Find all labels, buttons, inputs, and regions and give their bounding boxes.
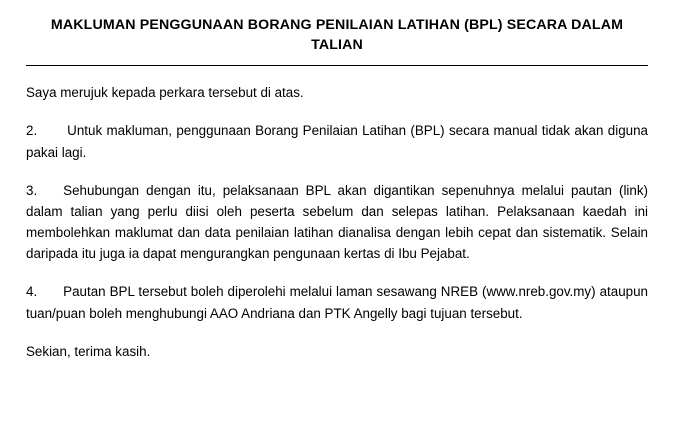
paragraph-text: Sekian, terima kasih.: [26, 343, 151, 359]
paragraph-2: [26, 120, 648, 162]
paragraph-3: [26, 180, 648, 265]
paragraph-number: 2.: [26, 123, 38, 139]
document-body: [26, 82, 648, 362]
paragraph-text: Sehubungan dengan itu, pelaksanaan BPL akan digantikan sepenuhnya melalui pautan (link) dalam talian yang perlu diisi oleh peserta sebelum dan selepas latihan. Pelaksanaan kaedah ini membolehkan maklumat dan data penilaian latihan dianalisa dengan lebih cepat dan sistematik. Selain daripada itu juga ia dapat mengurangkan pengunaan kertas di Ibu Pejabat.: [26, 182, 648, 262]
paragraph-number: 3.: [26, 182, 38, 198]
page-title: MAKLUMAN PENGGUNAAN BORANG PENILAIAN LATIHAN (BPL) SECARA DALAM TALIAN: [50, 17, 624, 53]
paragraph-4: [26, 281, 648, 323]
paragraph-closing: [26, 341, 648, 362]
paragraph-text: Untuk makluman, penggunaan Borang Penilaian Latihan (BPL) secara manual tidak akan diguna pakai lagi.: [26, 123, 648, 160]
paragraph-text: Saya merujuk kepada perkara tersebut di atas.: [26, 85, 304, 101]
paragraph-text: Pautan BPL tersebut boleh diperolehi melalui laman sesawang NREB (www.nreb.gov.my) ataupun tuan/puan boleh menghubungi AAO Andriana dan PTK Angelly bagi tujuan tersebut.: [26, 284, 648, 321]
title-divider: [26, 65, 648, 66]
paragraph-intro: [26, 82, 648, 103]
paragraph-number: 4.: [26, 284, 38, 300]
